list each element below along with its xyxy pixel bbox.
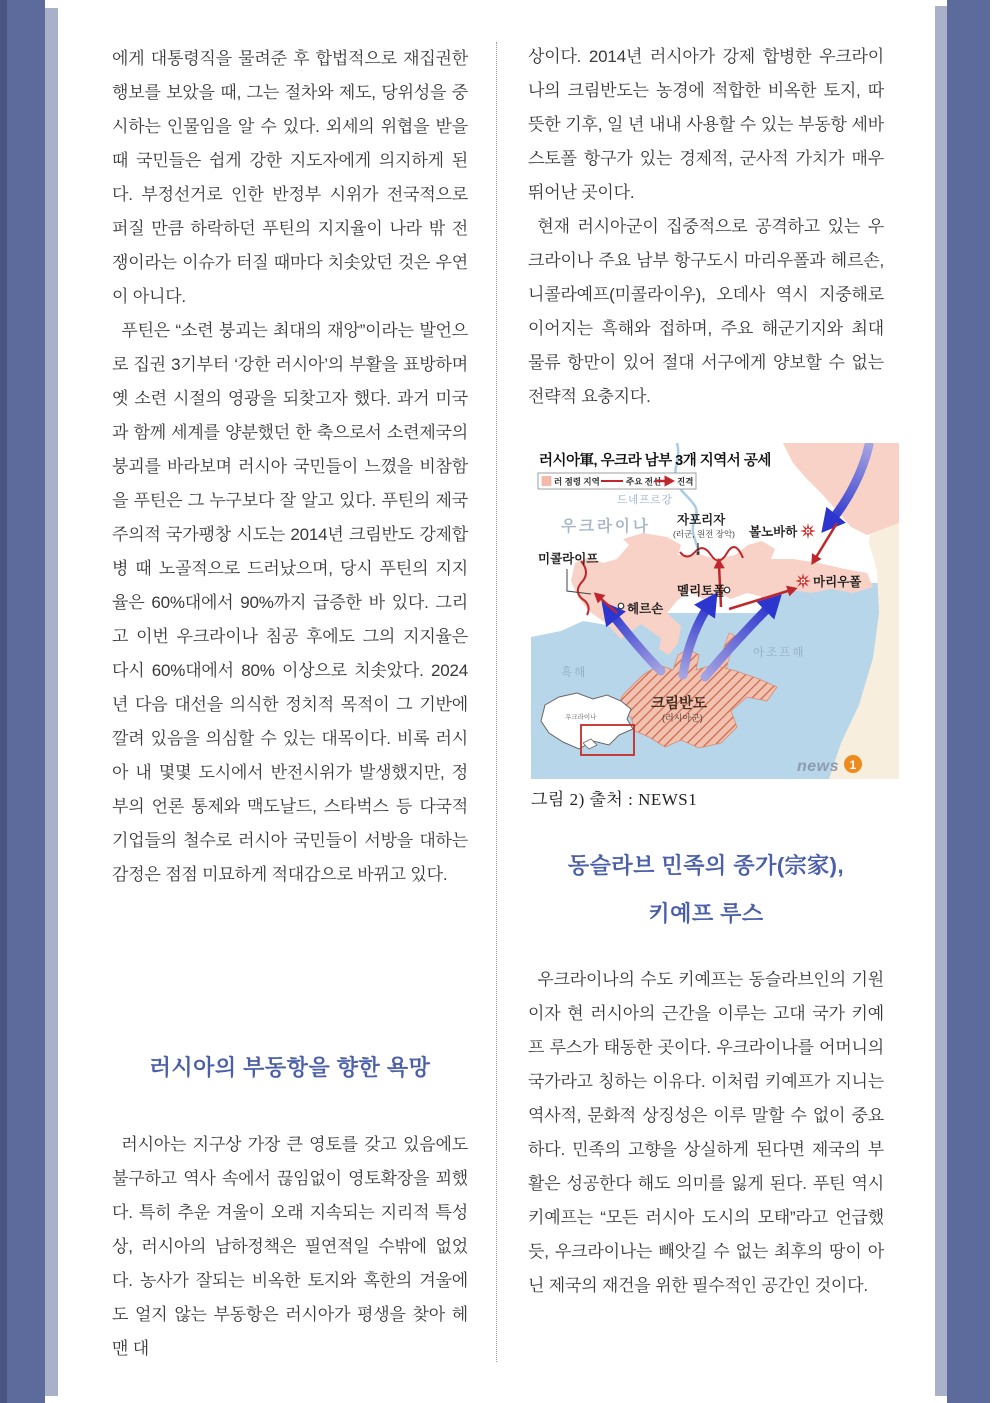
legend-occupied-label: 러 점령 지역 (554, 476, 600, 487)
left-border-bar (7, 0, 45, 1403)
kherson-city-dot (618, 603, 624, 609)
crimea-label: 크림반도 (651, 696, 708, 712)
black-sea-label: 흑해 (561, 667, 588, 679)
column-divider (496, 42, 497, 1362)
legend-occupied-swatch (542, 477, 551, 486)
section-heading-ports: 러시아의 부동항을 향한 욕망 (149, 1055, 431, 1080)
map-legend (538, 473, 696, 489)
right-column-text-after-heading (528, 963, 884, 1303)
left-inner-bar (45, 8, 58, 1396)
paragraph: 에게 대통령직을 물려준 후 합법적으로 재집권한 행보를 보았을 때, 그는 절차와 제도, 당위성을 중시하는 인물임을 알 수 있다. 외세의 위협을 받을 때 국민들은 쉽게 강한 지도자에게 의지하게 된다. 부정선거로 인한 반정부 시위가 전국적으로 퍼질 만큼 하락하던 푸틴의 지지율이 나라 밖 전쟁이라는 이슈가 터질 때마다 치솟았던 것은 우연이 아니다. (112, 49, 468, 306)
paragraph: 러시아는 지구상 가장 큰 영토를 갖고 있음에도 불구하고 역사 속에서 끊임없이 영토확장을 꾀했다. 특히 추운 겨울이 오래 지속되는 지리적 특성상, 러시아의 남하정책은 필연적일 수밖에 없었다. 농사가 잘되는 비옥한 토지와 혹한의 겨울에도 얼지 않는 부동항은 러시아가 평생을 찾아 헤맨 대 (112, 1135, 468, 1358)
right-column-text (528, 40, 884, 414)
zaporizhzhia-marker (697, 552, 700, 555)
news1-logo-text: news (797, 758, 840, 775)
legend-advance-label: 진격 (677, 476, 694, 487)
left-edge-strip (0, 0, 7, 1403)
kherson-label: 헤르손 (627, 602, 664, 616)
right-inner-bar (935, 6, 947, 1396)
paragraph: 우크라이나의 수도 키예프는 동슬라브인의 기원이자 현 러시아의 근간을 이루는 고대 국가 키예프 루스가 태동한 곳이다. 우크라이나를 어머니의 국가라고 칭하는 이유다. 이처럼 키예프가 지니는 역사적, 문화적 상징성은 이루 말할 수 없이 중요하다. 민족의 고향을 상실하게 된다면 제국의 부활은 성공한다 해도 의미를 잃게 된다. 푸틴 역시 키예프는 “모든 러시아 도시의 모태”라고 언급했듯, 우크라이나는 빼앗길 수 없는 최후의 땅이 아닌 제국의 재건을 위한 필수적인 공간인 것이다. (528, 970, 884, 1295)
zaporizhzhia-note: (러군, 원전 장악) (673, 529, 736, 539)
river-label: 드네프르강 (617, 494, 673, 506)
right-border-bar (947, 0, 990, 1403)
ukraine-label: 우크라이나 (561, 518, 651, 535)
left-column-text-after-heading (112, 1128, 468, 1366)
heading-line-2: 키예프 루스 (648, 901, 764, 926)
explosion-icon-mariupol (795, 573, 811, 589)
inset-country-label: 우크라이나 (565, 714, 597, 721)
paragraph: 푸틴은 “소련 붕괴는 최대의 재앙”이라는 발언으로 집권 3기부터 ‘강한 러시아’의 부활을 표방하며 옛 소련 시절의 영광을 되찾고자 했다. 과거 미국과 함께 세계를 양분했던 한 축으로서 소련제국의 붕괴를 바라보며 러시아 국민들이 느꼈을 비참함을 푸틴은 그 누구보다 잘 알고 있다. 푸틴의 제국주의적 국가팽창 시도는 2014년 크림반도 강제합병 때 노골적으로 드러났으며, 당시 푸틴의 지지율은 60%대에서 90%까지 급증한 바 있다. 그리고 이번 우크라이나 침공 후에도 그의 지지율은 다시 60%대에서 80% 이상으로 치솟았다. 2024년 다음 대선을 의식한 정치적 목적이 그 기반에 깔려 있음을 의심할 수 있는 대목이다. 비록 러시아 내 몇몇 도시에서 반전시위가 발생했지만, 정부의 언론 통제와 맥도날드, 스타벅스 등 다국적 기업들의 철수로 러시아 국민들이 서방을 대하는 감정은 점점 미묘하게 적대감으로 바뀌고 있다. (112, 321, 468, 884)
volnovakha-label: 볼노바하 (749, 525, 798, 539)
map-figure (531, 443, 899, 779)
section-heading-kyiv (528, 842, 884, 938)
mariupol-label: 마리우폴 (813, 575, 862, 589)
map-title: 러시아軍, 우크라 남부 3개 지역서 공세 (539, 453, 771, 469)
legend-frontline-label: 주요 전선 (626, 476, 662, 487)
explosion-icon-volnovakha (800, 523, 816, 539)
news1-logo-badge: 1 (849, 758, 857, 772)
figure-caption: 그림 2) 출처 : NEWS1 (531, 790, 698, 809)
heading-line-1: 동슬라브 민족의 종가(宗家), (567, 853, 845, 878)
left-column-text (112, 42, 468, 892)
ukraine-offensive-map (531, 443, 899, 779)
news1-logo (797, 755, 862, 775)
azov-sea-label: 아조프해 (753, 647, 806, 659)
right-column (528, 40, 884, 1403)
mykolaiv-label: 미콜라이프 (538, 552, 599, 566)
paragraph: 현재 러시아군이 집중적으로 공격하고 있는 우크라이나 주요 남부 항구도시 마리우폴과 헤르손, 니콜라예프(미콜라이우), 오데사 역시 지중해로 이어지는 흑해와 접하며, 주요 해군기지와 최대 물류 항만이 있어 절대 서구에게 양보할 수 없는 전략적 요충지다. (528, 217, 884, 406)
melitopol-label: 멜리토폴 (677, 584, 726, 598)
paragraph: 상이다. 2014년 러시아가 강제 합병한 우크라이나의 크림반도는 농경에 적합한 비옥한 토지, 따뜻한 기후, 일 년 내내 사용할 수 있는 부동항 세바스토폴 항구가 있는 경제적, 군사적 가치가 매우 뛰어난 곳이다. (528, 47, 884, 202)
left-column (112, 42, 468, 1403)
crimea-note: (러시아군) (662, 713, 703, 723)
zaporizhzhia-label: 자포리자 (677, 513, 726, 527)
